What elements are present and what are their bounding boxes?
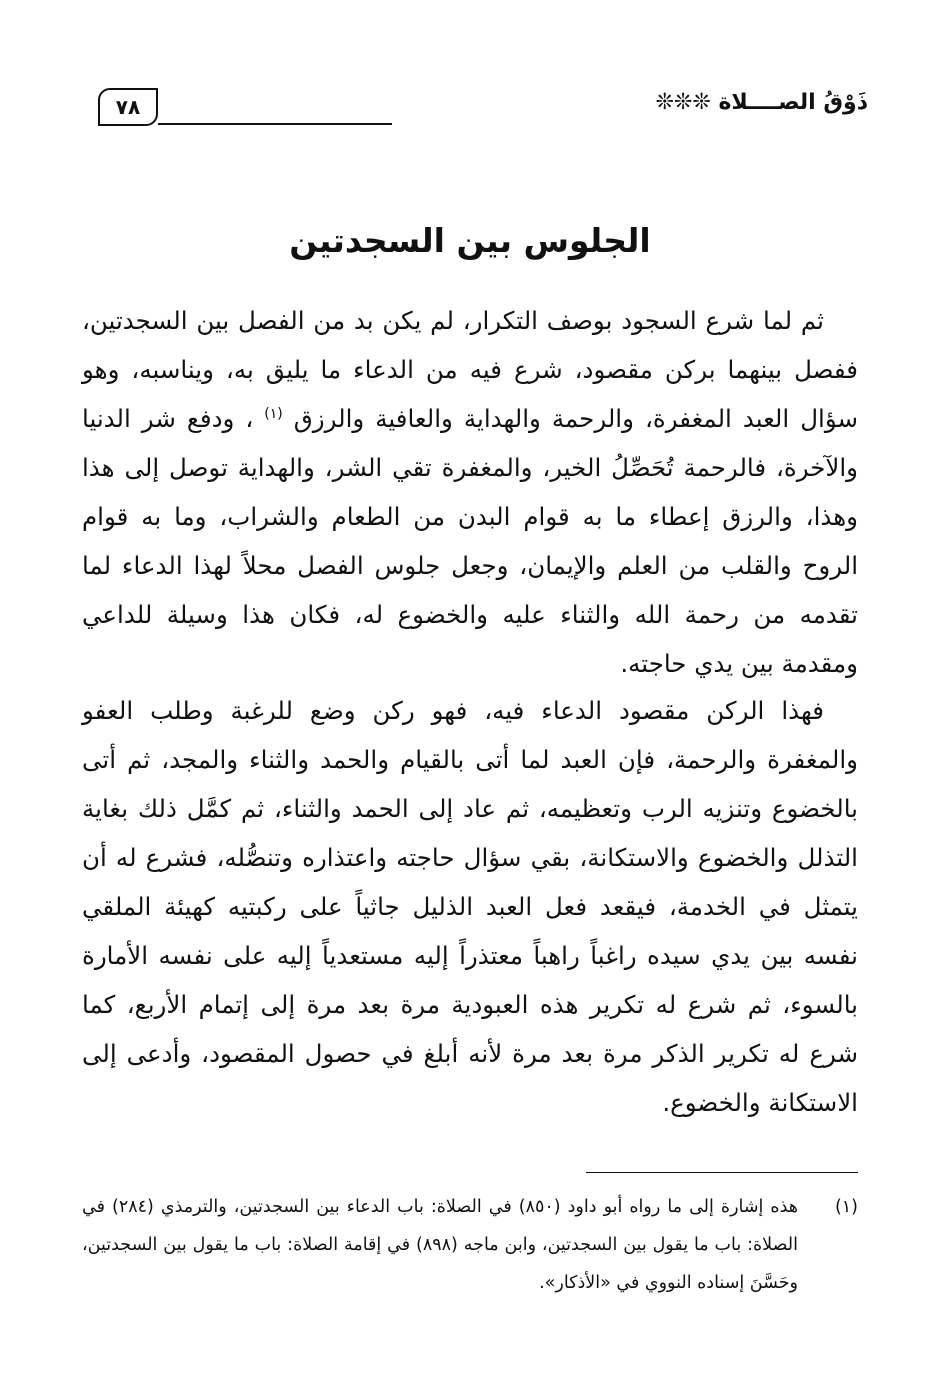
section-heading: الجلوس بين السجدتين — [289, 221, 651, 260]
paragraph-1 — [82, 296, 858, 688]
paragraph-1-text-b: ، ودفع شر الدنيا والآخرة، فالرحمة تُحَصِّلُ الخير، والمغفرة تقي الشر، والهداية توصل إلى هذا وهذا، والرزق إعطاء ما به قوام البدن من الطعام والشراب، وما به قوام الروح والقلب من العلم والإيمان، وجعل جلوس الفصل محلاً لهذا الدعاء لما تقدمه من رحمة الله والثناء عليه والخضوع له، فكان هذا وسيلة للداعي ومقدمة بين يدي حاجته. — [82, 404, 858, 678]
footnote-text: هذه إشارة إلى ما رواه أبو داود (٨٥٠) في الصلاة: باب الدعاء بين السجدتين، والترمذي (٢٨٤) في الصلاة: باب ما يقول بين السجدتين، وابن ماجه (٨٩٨) في إقامة الصلاة: باب ما يقول بين السجدتين، وحَسَّنَ إسناده النووي في «الأذكار». — [82, 1197, 799, 1293]
paragraph-1-text-a: ثم لما شرع السجود بوصف التكرار، لم يكن بد من الفصل بين السجدتين، ففصل بينهما بركن مقصود، شرع فيه من الدعاء ما يليق به، ويناسبه، وهو سؤال العبد المغفرة، والرحمة والهداية والعافية والرزق — [82, 306, 858, 433]
footnote-separator — [586, 1172, 858, 1173]
page-header — [80, 78, 870, 134]
footnote — [82, 1188, 858, 1302]
footnote-reference: (١) — [264, 405, 283, 422]
running-title: ذَوْقُ الصــــلاة ❊❊❊ — [655, 90, 868, 115]
paragraph-2: فهذا الركن مقصود الدعاء فيه، فهو ركن وضع للرغبة وطلب العفو والمغفرة والرحمة، فإن العبد لما أتى بالقيام والحمد والثناء والمجد، ثم أتى بالخضوع وتنزيه الرب وتعظيمه، ثم عاد إلى الحمد والثناء، ثم كمَّل ذلك بغاية التذلل والخضوع والاستكانة، بقي سؤال حاجته واعتذاره وتنصُّله، فشرع له أن يتمثل في الخدمة، فيقعد فعل العبد الذليل جاثياً على ركبتيه كهيئة الملقي نفسه بين يدي سيده راغباً راهباً معتذراً إليه مستعدياً إليه على نفسه الأمارة بالسوء، ثم شرع له تكرير هذه العبودية مرة بعد مرة إلى إتمام الأربع، كما شرع له تكرير الذكر مرة بعد مرة لأنه أبلغ في حصول المقصود، وأدعى إلى الاستكانة والخضوع. — [82, 696, 858, 1117]
page-number: ٧٨ — [98, 88, 158, 126]
footnote-number: (١) — [834, 1197, 858, 1217]
